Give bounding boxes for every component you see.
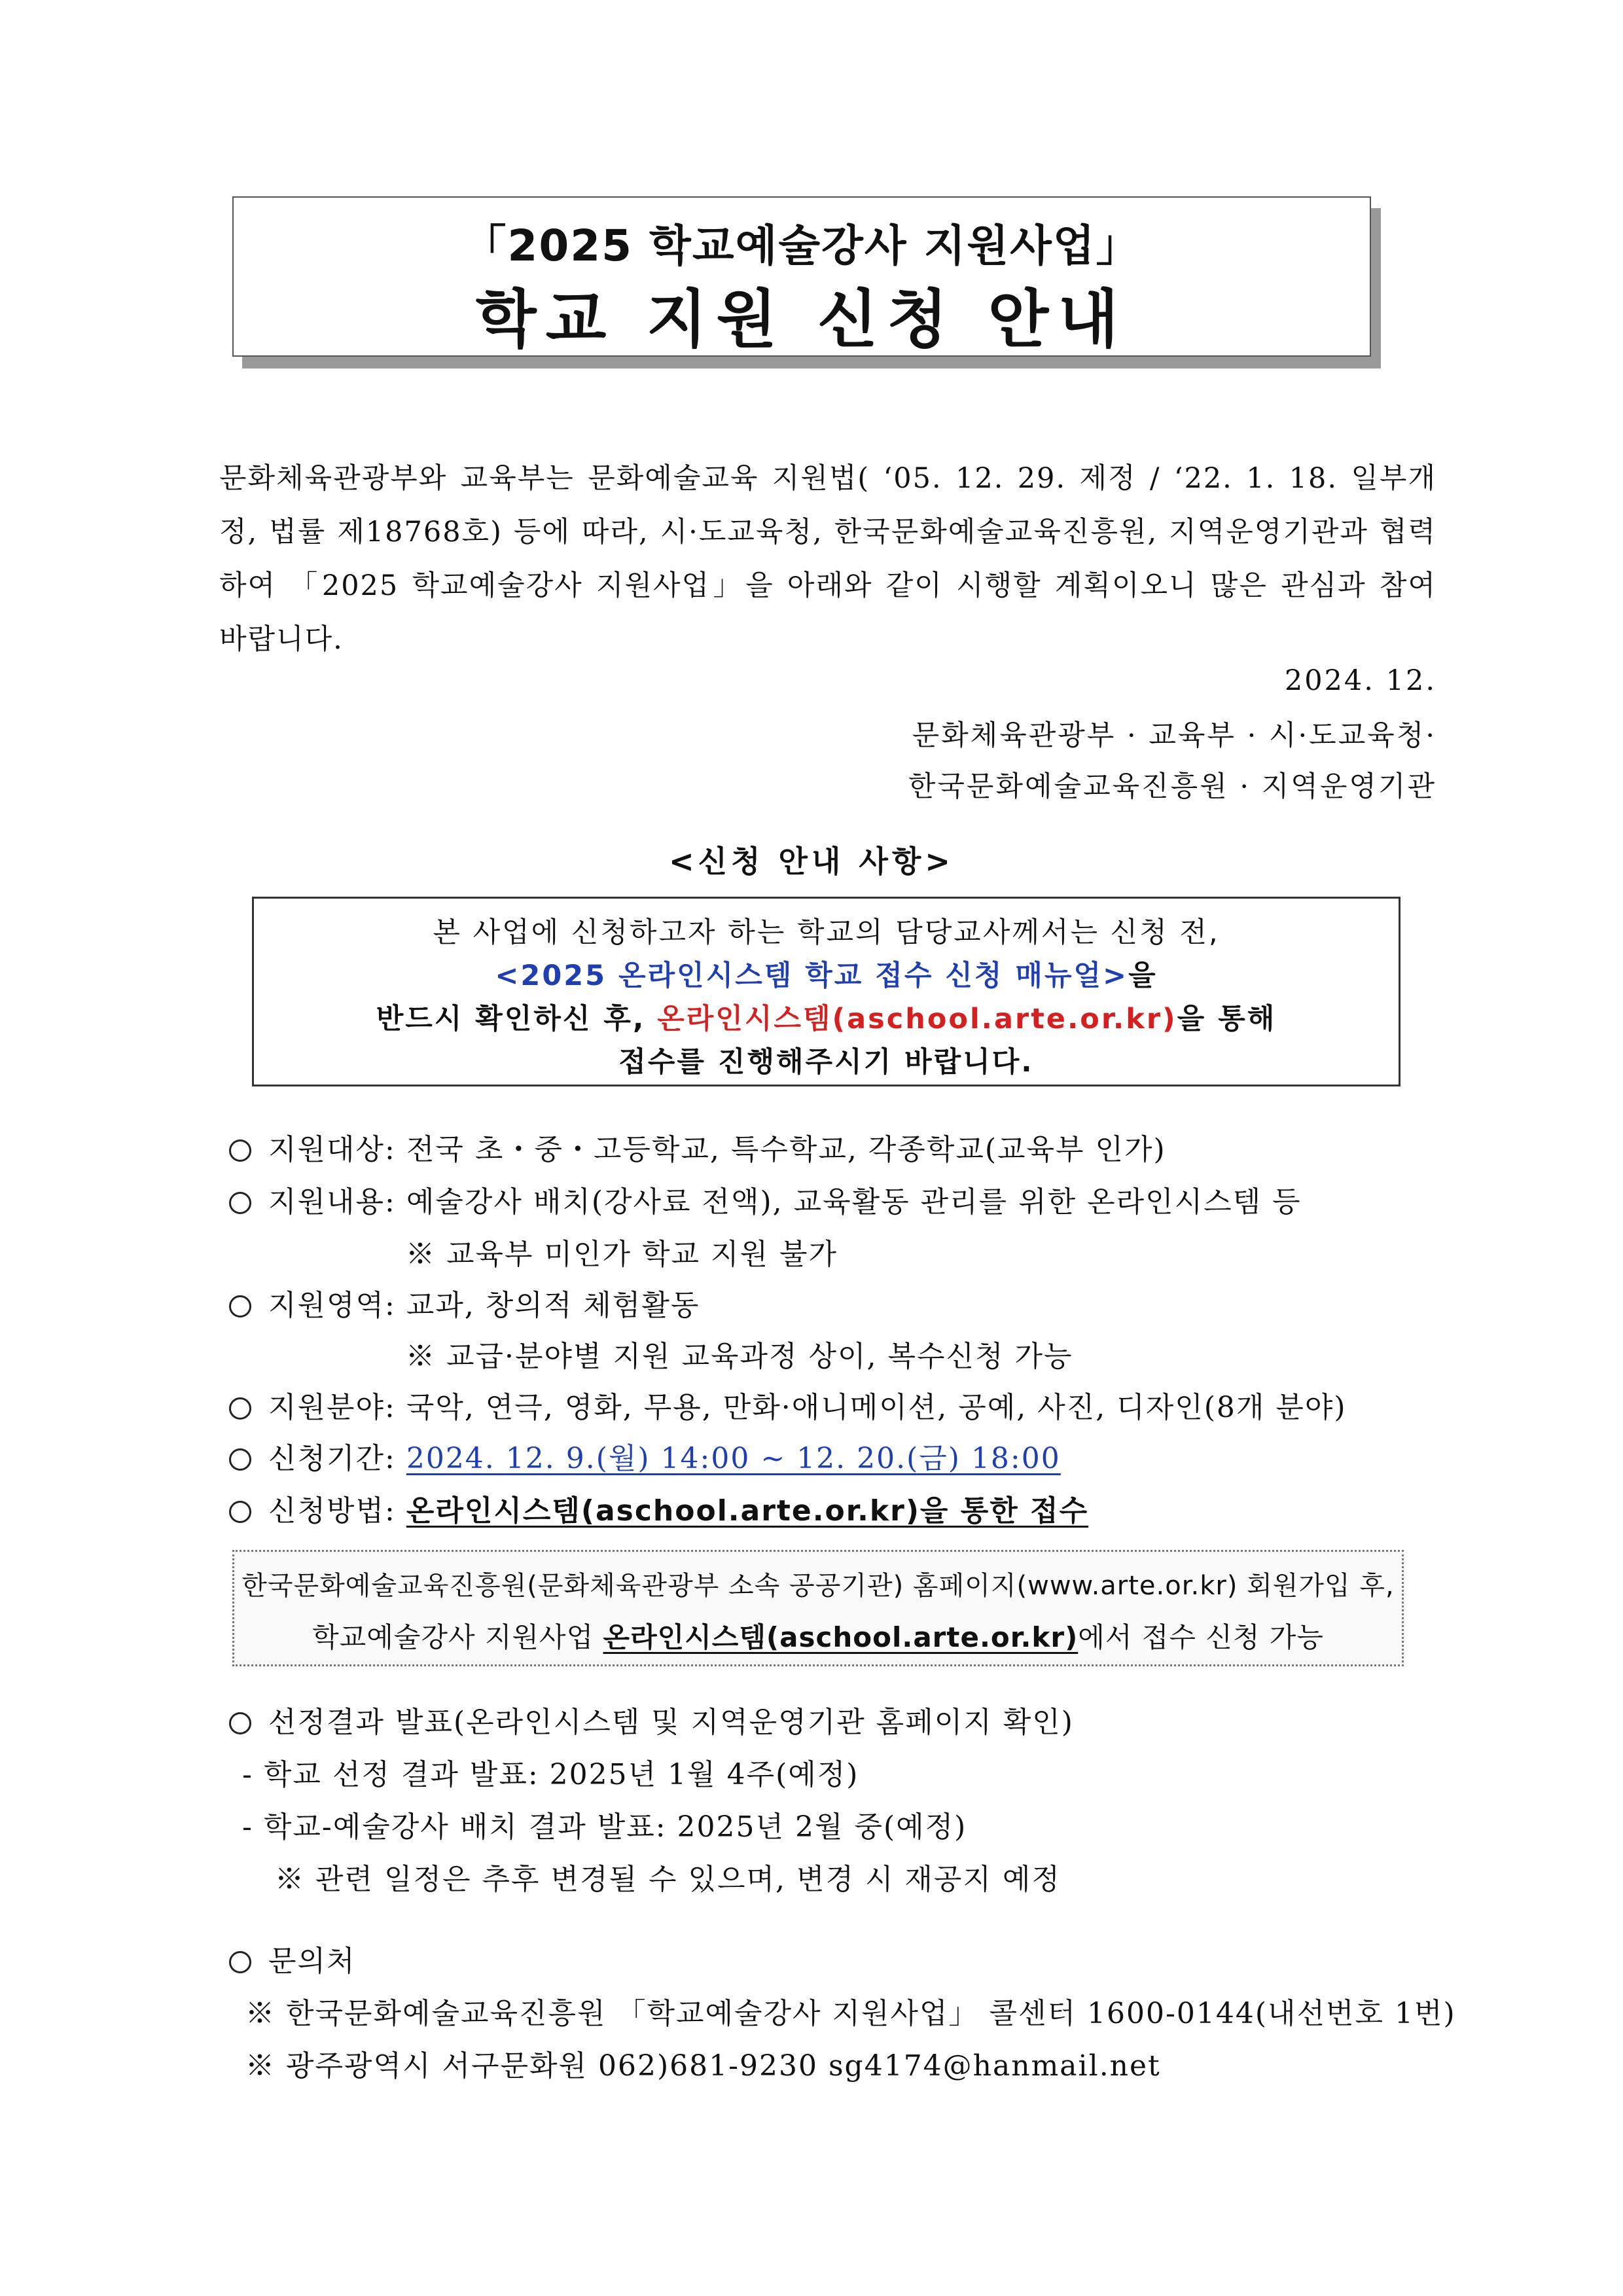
notice-line2 [254, 954, 1399, 994]
contact-heading: 문의처 [268, 1945, 356, 1978]
notice-box [252, 897, 1400, 1086]
item-target-text: 지원대상: 전국 초・중・고등학교, 특수학교, 각종학교(교육부 인가) [268, 1133, 1166, 1166]
info-box [232, 1550, 1404, 1666]
circle-bullet-icon [229, 1448, 251, 1471]
notice-line2-suffix: 을 [1128, 960, 1158, 992]
item-period-value: 2024. 12. 9.(월) 14:00 ~ 12. 20.(금) 18:00 [406, 1442, 1061, 1475]
notice-line3-prefix: 반드시 확인하신 후, [376, 1003, 658, 1035]
circle-bullet-icon [229, 1192, 251, 1214]
item-period-label: 신청기간: [268, 1442, 406, 1475]
info-online-system-link[interactable]: 온라인시스템(aschool.arte.or.kr) [603, 1621, 1079, 1653]
item-method-label: 신청방법: [268, 1494, 406, 1528]
circle-bullet-icon [229, 1951, 251, 1973]
circle-bullet-icon [229, 1501, 251, 1523]
notice-line3 [254, 997, 1399, 1037]
item-method [229, 1487, 1088, 1529]
intro-paragraph: 문화체육관광부와 교육부는 문화예술교육 지원법( ‘05. 12. 29. 제정 / ‘22. 1. 18. 일부개정, 법률 제18768호) 등에 따라, 시·도교육청, 한국문화예술교육진흥원, 지역운영기관과 협력하여 「2025 학교예술강사 지원사업」을 아래와 같이 시행할 계획이오니 많은 관심과 참여 바랍니다. [219, 462, 1436, 656]
circle-bullet-icon [229, 1139, 251, 1162]
info-line2-suffix: 에서 접수 신청 가능 [1078, 1621, 1324, 1653]
item-field [229, 1384, 1347, 1426]
notice-line1: 본 사업에 신청하고자 하는 학교의 담당교사께서는 신청 전, [433, 916, 1220, 949]
item-content [229, 1178, 1302, 1220]
title-box [232, 196, 1371, 357]
item-contact [229, 1937, 356, 1979]
title-line1: 「2025 학교예술강사 지원사업」 [463, 221, 1141, 271]
info-line1: 한국문화예술교육진흥원(문화체육관광부 소속 공공기관) 홈페이지(www.arte.or.kr) 회원가입 후, [241, 1571, 1395, 1601]
item-area [229, 1282, 700, 1323]
results-line2: - 학교-예술강사 배치 결과 발표: 2025년 2월 중(예정) [242, 1810, 967, 1844]
issue-date: 2024. 12. [1284, 664, 1436, 697]
organizations-line1: 문화체육관광부 · 교육부 · 시·도교육청· [912, 719, 1436, 752]
item-content-note: ※ 교육부 미인가 학교 지원 불가 [406, 1238, 838, 1271]
manual-link[interactable]: <2025 온라인시스템 학교 접수 신청 매뉴얼> [495, 960, 1129, 992]
info-line2 [234, 1616, 1402, 1655]
item-area-text: 지원영역: 교과, 창의적 체험활동 [268, 1289, 700, 1322]
results-heading: 선정결과 발표(온라인시스템 및 지역운영기관 홈페이지 확인) [268, 1706, 1074, 1739]
item-period [229, 1435, 1061, 1477]
circle-bullet-icon [229, 1712, 251, 1734]
item-field-text: 지원분야: 국악, 연극, 영화, 무용, 만화·애니메이션, 공예, 사진, 디자인(8개 분야) [268, 1391, 1347, 1424]
item-area-note: ※ 교급·분야별 지원 교육과정 상이, 복수신청 가능 [406, 1340, 1073, 1373]
circle-bullet-icon [229, 1397, 251, 1420]
circle-bullet-icon [229, 1295, 251, 1318]
organizations-line2: 한국문화예술교육진흥원 · 지역운영기관 [908, 770, 1436, 803]
page-title: 학교 지원 신청 안내 [475, 283, 1128, 356]
item-results [229, 1698, 1074, 1740]
section-title: <신청 안내 사항> [669, 844, 954, 879]
contact-line1: ※ 한국문화예술교육진흥원 「학교예술강사 지원사업」 콜센터 1600-0144(내선번호 1번) [245, 1997, 1456, 2030]
results-line1: - 학교 선정 결과 발표: 2025년 1월 4주(예정) [242, 1758, 859, 1791]
online-system-link[interactable]: 온라인시스템(aschool.arte.or.kr) [657, 1003, 1177, 1035]
notice-line3-suffix: 을 통해 [1177, 1003, 1277, 1035]
contact-line2: ※ 광주광역시 서구문화원 062)681-9230 sg4174@hanmail.net [245, 2049, 1161, 2083]
item-target [229, 1126, 1166, 1168]
info-line2-prefix: 학교예술강사 지원사업 [312, 1621, 603, 1653]
item-content-text: 지원내용: 예술강사 배치(강사료 전액), 교육활동 관리를 위한 온라인시스템 등 [268, 1185, 1302, 1219]
item-method-value[interactable]: 온라인시스템(aschool.arte.or.kr)을 통한 접수 [406, 1494, 1089, 1528]
notice-line4: 접수를 진행해주시기 바랍니다. [618, 1046, 1034, 1079]
results-note: ※ 관련 일정은 추후 변경될 수 있으며, 변경 시 재공지 예정 [275, 1863, 1061, 1896]
